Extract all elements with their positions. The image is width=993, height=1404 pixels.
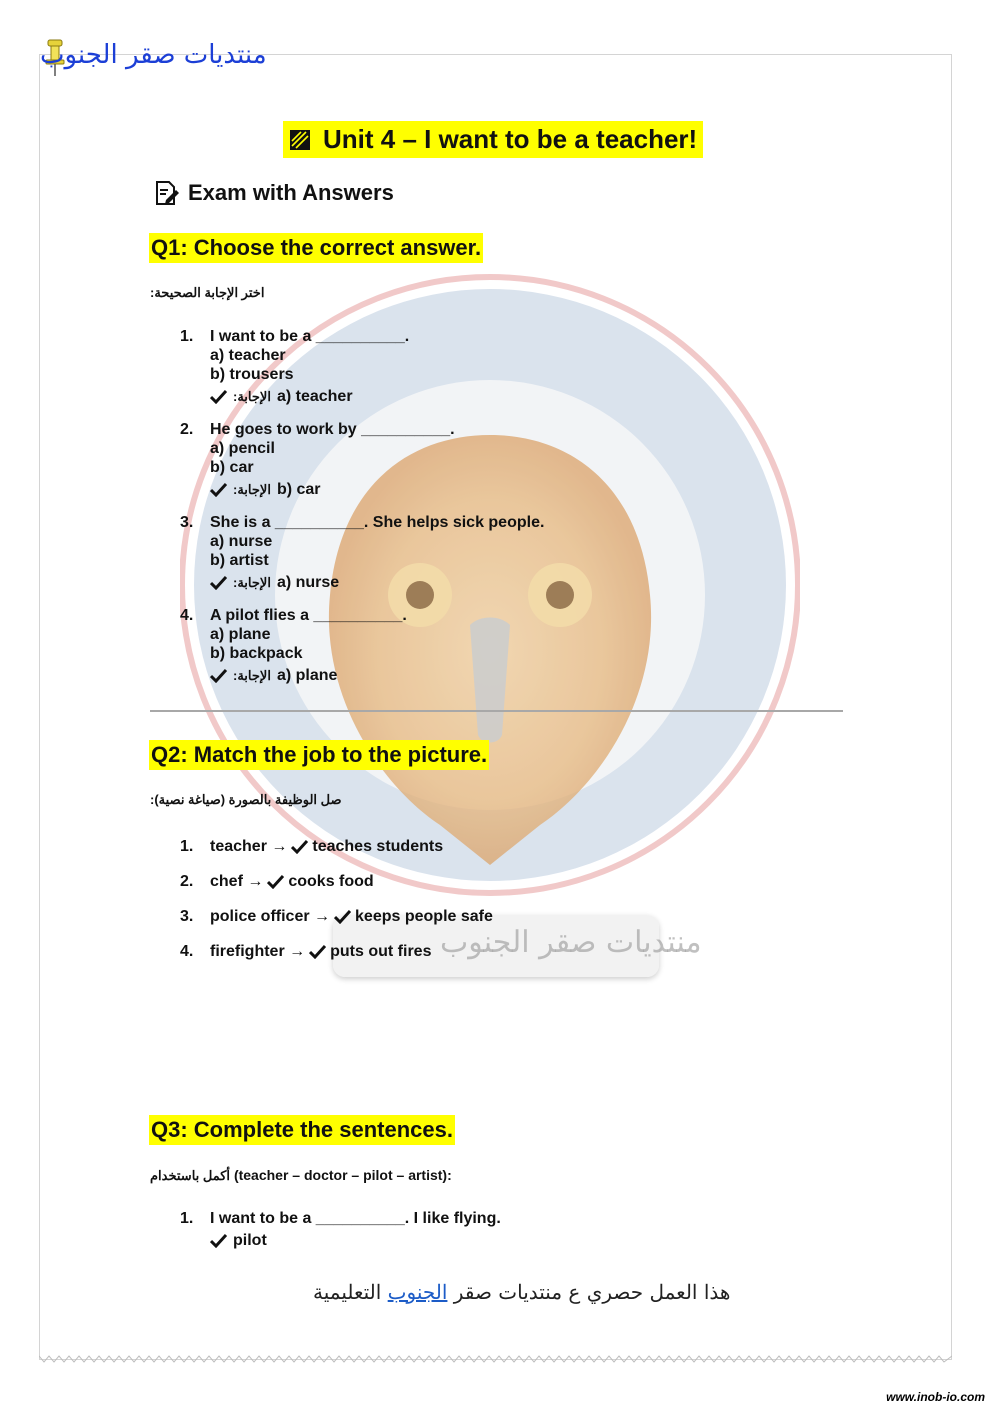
option-a: a) pencil bbox=[210, 440, 275, 457]
item-number: 4. bbox=[180, 607, 194, 624]
subtitle bbox=[154, 180, 394, 206]
watermark-text: منتديات صقر الجنوب bbox=[440, 925, 702, 960]
page-title-text: Unit 4 – I want to be a teacher! bbox=[323, 124, 698, 154]
job-name: teacher → bbox=[210, 838, 288, 855]
checkmark-icon bbox=[210, 575, 227, 590]
q2-instruction: صل الوظيفة بالصورة (صياغة نصية): bbox=[150, 792, 342, 807]
option-a: a) plane bbox=[210, 626, 271, 643]
option-a: a) nurse bbox=[210, 533, 273, 550]
item-number: 2. bbox=[180, 873, 194, 890]
q3-instruction-en: (teacher – doctor – pilot – artist): bbox=[233, 1167, 452, 1183]
item-number: 1. bbox=[180, 328, 194, 345]
job-description: teaches students bbox=[312, 838, 444, 855]
item-number: 4. bbox=[180, 943, 194, 960]
footer-note-start: هذا العمل حصري ع منتديات صقر bbox=[453, 1280, 731, 1304]
option-b: b) backpack bbox=[210, 645, 303, 662]
job-name: police officer → bbox=[210, 908, 331, 925]
list-item bbox=[180, 837, 493, 856]
q2-list bbox=[180, 837, 493, 961]
item-number: 2. bbox=[180, 421, 194, 438]
checkmark-icon bbox=[267, 874, 284, 889]
sentence-text: I want to be a __________. I like flying. bbox=[210, 1210, 501, 1227]
q1-heading: Q1: Choose the correct answer. bbox=[149, 233, 483, 263]
notebook-icon bbox=[289, 129, 311, 151]
footer-link[interactable]: الجنوب bbox=[387, 1280, 448, 1304]
answer-value: a) plane bbox=[276, 667, 338, 684]
list-item bbox=[180, 907, 493, 926]
q3-list bbox=[180, 1209, 501, 1250]
answer-label: الإجابة: bbox=[233, 389, 271, 404]
checkmark-icon bbox=[309, 944, 326, 959]
answer-line bbox=[210, 1231, 501, 1250]
list-item bbox=[180, 606, 544, 685]
q1-instruction: اختر الإجابة الصحيحة: bbox=[150, 285, 265, 300]
option-b: b) trousers bbox=[210, 366, 294, 383]
checkmark-icon bbox=[210, 1233, 227, 1248]
option-b: b) car bbox=[210, 459, 254, 476]
checkmark-icon bbox=[210, 668, 227, 683]
list-item bbox=[180, 513, 544, 592]
item-number: 3. bbox=[180, 514, 194, 531]
answer-label: الإجابة: bbox=[233, 482, 271, 497]
item-number: 1. bbox=[180, 1210, 194, 1227]
checkmark-icon bbox=[210, 482, 227, 497]
edit-document-icon bbox=[154, 180, 180, 206]
q1-list bbox=[180, 327, 544, 685]
option-b: b) artist bbox=[210, 552, 269, 569]
answer-label: الإجابة: bbox=[233, 668, 271, 683]
answer-line bbox=[210, 387, 409, 406]
answer-value: a) nurse bbox=[276, 574, 340, 591]
forum-brand-header: منتديات صقر الجنوب bbox=[40, 40, 267, 70]
subtitle-text: Exam with Answers bbox=[188, 180, 394, 205]
site-url[interactable]: www.inob-io.com bbox=[886, 1390, 985, 1404]
answer-line bbox=[210, 666, 407, 685]
checkmark-icon bbox=[210, 389, 227, 404]
option-a: a) teacher bbox=[210, 347, 286, 364]
checkmark-icon bbox=[291, 839, 308, 854]
answer-line bbox=[210, 573, 544, 592]
q3-instruction-ar: أكمل باستخدام bbox=[150, 1168, 231, 1183]
list-item bbox=[180, 327, 544, 406]
answer-value: pilot bbox=[233, 1232, 267, 1249]
footer-note bbox=[313, 1280, 730, 1304]
section-divider bbox=[150, 710, 843, 712]
list-item bbox=[180, 872, 493, 891]
list-item bbox=[180, 1209, 501, 1250]
job-description: cooks food bbox=[288, 873, 374, 890]
question-text: A pilot flies a __________. bbox=[210, 607, 407, 624]
page-title bbox=[283, 121, 703, 158]
footer-note-end: التعليمية bbox=[313, 1280, 382, 1304]
job-name: firefighter → bbox=[210, 943, 306, 960]
answer-line bbox=[210, 480, 455, 499]
answer-value: a) teacher bbox=[276, 388, 353, 405]
item-number: 3. bbox=[180, 908, 194, 925]
job-description: puts out fires bbox=[330, 943, 432, 960]
job-name: chef → bbox=[210, 873, 264, 890]
item-number: 1. bbox=[180, 838, 194, 855]
q3-instruction bbox=[150, 1167, 452, 1184]
list-item bbox=[180, 942, 493, 961]
job-description: keeps people safe bbox=[355, 908, 493, 925]
answer-label: الإجابة: bbox=[233, 575, 271, 590]
q2-heading: Q2: Match the job to the picture. bbox=[149, 740, 489, 770]
checkmark-icon bbox=[334, 909, 351, 924]
question-text: He goes to work by __________. bbox=[210, 421, 455, 438]
page-edge-zigzag bbox=[39, 1352, 952, 1364]
list-item bbox=[180, 420, 544, 499]
answer-value: b) car bbox=[276, 481, 321, 498]
question-text: I want to be a __________. bbox=[210, 328, 410, 345]
question-text: She is a __________. She helps sick people. bbox=[210, 514, 545, 531]
q3-heading: Q3: Complete the sentences. bbox=[149, 1115, 455, 1145]
